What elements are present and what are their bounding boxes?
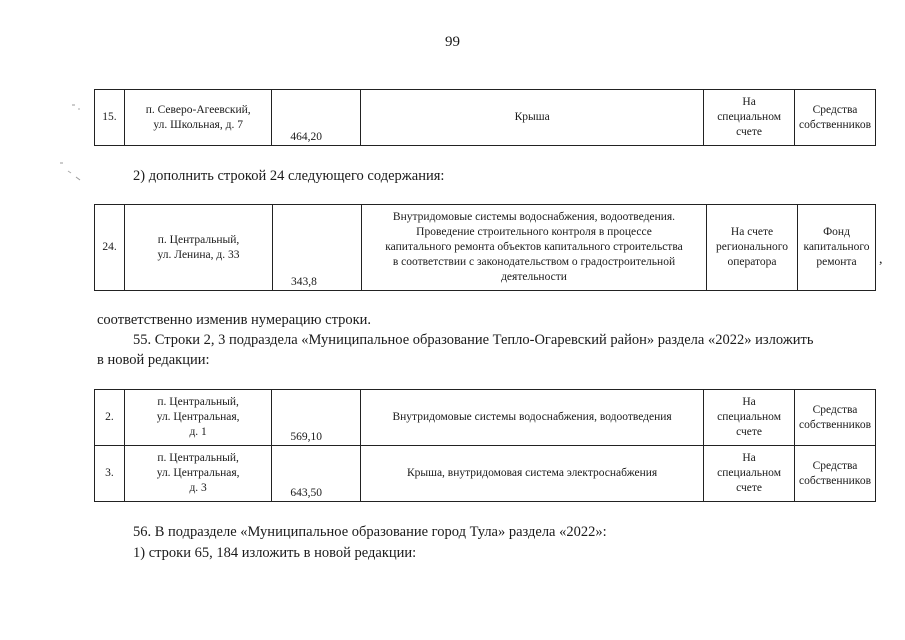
row-number: 15.	[95, 90, 125, 146]
amendment-table-rows-2-3	[94, 389, 876, 502]
row-account-type: На специальном счете	[704, 90, 795, 146]
row-number: 3.	[95, 446, 125, 502]
row-work-type: Внутридомовые системы водоснабжения, водоотведения. Проведение строительного контроля в процессе капитального ремонта объектов капитального строительства в соответствии с законодательством о градостроительной деятельности	[362, 205, 707, 291]
row-address: п. Северо-Агеевский, ул. Школьная, д. 7	[124, 90, 271, 146]
paragraph-56: 56. В подразделе «Муниципальное образование город Тула» раздела «2022»:	[133, 524, 607, 540]
row-address: п. Центральный, ул. Центральная, д. 3	[124, 446, 271, 502]
row-cost: 643,50	[272, 446, 361, 502]
row-address: п. Центральный, ул. Ленина, д. 33	[125, 205, 273, 291]
paragraph-add-row: 2) дополнить строкой 24 следующего содержания:	[133, 168, 445, 184]
table-row	[95, 446, 876, 502]
row-funding-source: Фонд капитального ремонта	[798, 205, 876, 291]
row-funding-source: Средства собственников	[795, 90, 876, 146]
table-row	[95, 90, 876, 146]
row-funding-source: Средства собственников	[795, 446, 876, 502]
row-work-type: Крыша, внутридомовая система электроснабжения	[361, 446, 704, 502]
amendment-table-row-24	[94, 204, 876, 291]
page-number: 99	[445, 34, 460, 50]
table-row	[95, 390, 876, 446]
row-number: 2.	[95, 390, 125, 446]
paragraph-55-line-1: 55. Строки 2, 3 подраздела «Муниципальное образование Тепло-Огаревский район» раздела «2022» изложить	[133, 332, 814, 348]
scan-artifact-marks	[54, 103, 84, 183]
row-number: 24.	[95, 205, 125, 291]
paragraph-renumber: соответственно изменив нумерацию строки.	[97, 312, 372, 328]
row-cost: 569,10	[272, 390, 361, 446]
row-work-type: Крыша	[361, 90, 704, 146]
row-address: п. Центральный, ул. Центральная, д. 1	[124, 390, 271, 446]
paragraph-55-line-2: в новой редакции:	[97, 352, 210, 368]
row-account-type: На счете регионального оператора	[707, 205, 798, 291]
amendment-table-row-15	[94, 89, 876, 146]
row-work-type: Внутридомовые системы водоснабжения, водоотведения	[361, 390, 704, 446]
row-cost: 343,8	[273, 205, 362, 291]
trailing-comma: ,	[879, 252, 883, 267]
paragraph-56-item-1: 1) строки 65, 184 изложить в новой редакции:	[133, 545, 417, 561]
row-account-type: На специальном счете	[704, 390, 795, 446]
row-funding-source: Средства собственников	[795, 390, 876, 446]
table-row	[95, 205, 876, 291]
row-account-type: На специальном счете	[704, 446, 795, 502]
row-cost: 464,20	[272, 90, 361, 146]
